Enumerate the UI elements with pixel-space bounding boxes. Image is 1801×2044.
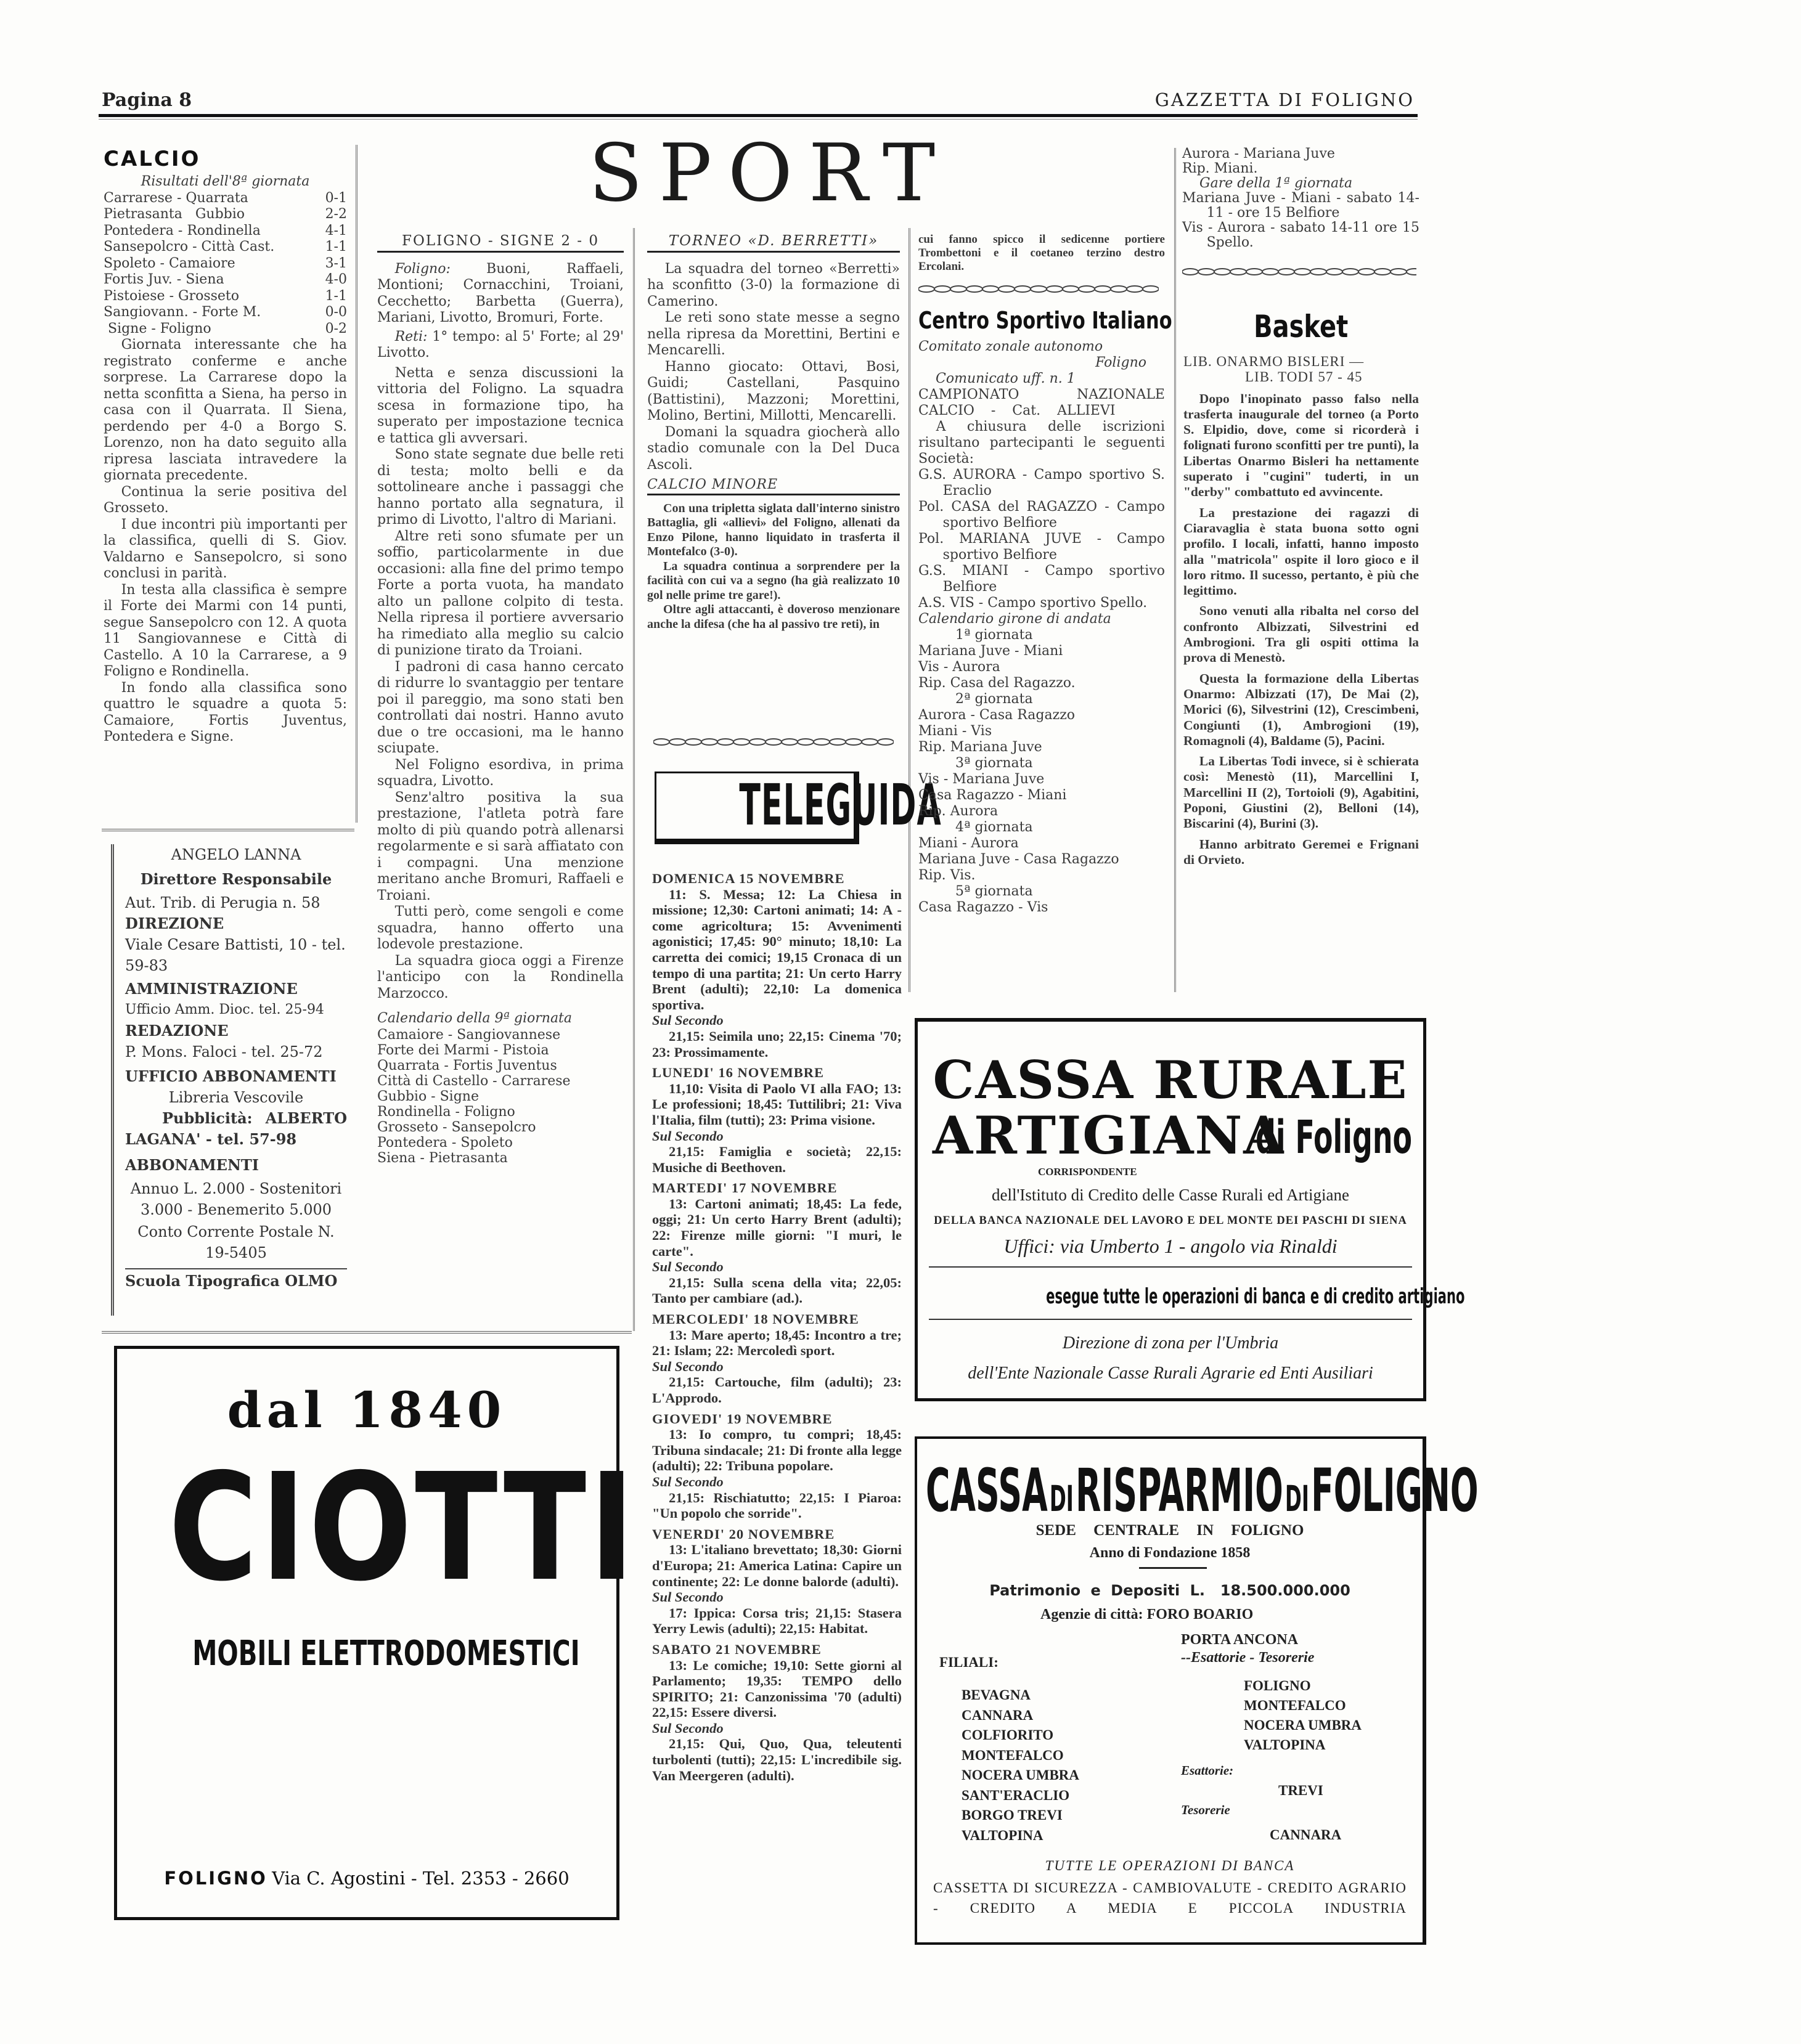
tv-day-heading: VENERDI' 20 NOVEMBRE	[652, 1526, 835, 1542]
ciotti-tagline-wrap	[117, 1634, 616, 1674]
paragraph: La squadra continua a sorprendere per la facilità con cui va a segno (ha già realizzato 10 gol nelle prime tre gare!).	[647, 559, 900, 602]
fondazione: Anno di Fondazione 1858	[1089, 1545, 1251, 1561]
tv-day-heading: GIOVEDI' 19 NOVEMBRE	[652, 1411, 833, 1427]
result-row	[104, 223, 347, 240]
esattoria-tesoreria: NOCERA UMBRA	[1244, 1717, 1362, 1733]
tv-day-programs: 13: L'italiano brevettato; 18,30: Giorni d'Europa; 21: America Latina: Capire un continente; 22: Le donne balorde (adulti).	[652, 1542, 902, 1589]
paragraph: Dopo l'inopinato passo falso nella trasferta inaugurale del torneo (a Porto S. Elpidio, dove, come si ricorderà i folignati furono sconfitti per tre punti), la Libertas Onarmo Bisleri ha nettamente superato i "cugini" tuderti, in un "derby" combattuto ed avvincente.	[1183, 391, 1419, 500]
cassa-rurale-esegue: esegue tutte le operazioni di banca e di credito artigiano	[1046, 1284, 1465, 1309]
masthead-box	[111, 844, 347, 1316]
goals-label: Reti:	[394, 328, 428, 344]
basket-title	[1183, 308, 1419, 345]
society: A.S. VIS - Campo sportivo Spello.	[918, 595, 1148, 611]
esattorie-tesorerie-list	[1244, 1676, 1362, 1755]
title-di: DI	[1284, 1478, 1309, 1520]
fixture: Città di Castello - Carrarese	[377, 1073, 571, 1089]
csi-title	[918, 306, 1172, 335]
result-row	[104, 321, 347, 338]
direzione-address: Viale Cesare Battisti, 10 - tel. 59-83	[125, 936, 346, 974]
header-rule	[99, 114, 1418, 117]
round-match: Rip. Casa del Ragazzo.	[918, 675, 1076, 691]
tv-day-heading: MARTEDI' 17 NOVEMBRE	[652, 1180, 838, 1196]
paragraph: Tutti però, come sengoli e come squadra, hanno offerto una lodevole prestazione.	[377, 904, 624, 952]
tv-second-channel-programs: 21,15: Sulla scena della vita; 22,05: Tanto per cambiare (ad.).	[652, 1274, 902, 1306]
tv-day-heading: DOMENICA 15 NOVEMBRE	[652, 871, 845, 886]
filiale: COLFIORITO	[962, 1727, 1054, 1743]
title-cassa: CASSA	[926, 1456, 1048, 1525]
paragraph: La squadra gioca oggi a Firenze l'anticipo con la Rondinella Marzocco.	[377, 953, 624, 1001]
fixture: Camaiore - Sangiovannese	[377, 1027, 561, 1043]
result-match: Signe - Foligno	[104, 320, 211, 336]
round-match: Mariana Juve - Casa Ragazzo	[918, 852, 1119, 867]
patrimonio-line	[917, 1581, 1423, 1600]
paragraph: Netta e senza discussioni la vittoria del Foligno. La squadra scesa in formazione tipo, ha superato per impostazione tecnica e tattica gli avversari.	[377, 365, 624, 446]
csi-committee: Comitato zonale autonomo	[918, 339, 1103, 354]
column-rule	[1174, 148, 1176, 992]
ufficio-abbonamenti-text: Libreria Vescovile	[168, 1089, 304, 1106]
paragraph: La Libertas Todi invece, si è schierata così: Menestò (11), Marcellini I, Marcellini II (2), Tortoioli (9), Agabitini, Poponi, Giustini (2), Belloni (14), Biscarini (4), Burini (3).	[1183, 754, 1419, 831]
society: Pol. CASA del RAGAZZO - Campo sportivo Belfiore	[918, 499, 1165, 531]
tv-second-channel-label: Sul Secondo	[652, 1473, 724, 1489]
paragraph: Nel Foligno esordiva, in prima squadra, Livotto.	[377, 757, 624, 789]
paragraph: In fondo alla classifica sono quattro le squadre a quota 5: Camaiore, Fortis Juventus, Pontedera e Signe.	[104, 680, 347, 744]
tv-second-channel-programs: 21,15: Cartouche, film (adulti); 23: L'Approdo.	[652, 1374, 902, 1406]
round-matches	[918, 836, 1165, 884]
tv-day	[652, 1311, 902, 1406]
round-matches	[918, 707, 1165, 755]
tv-second-channel-label: Sul Secondo	[652, 1589, 724, 1605]
authorization: Aut. Trib. di Perugia n. 58	[125, 894, 321, 911]
divider	[929, 1266, 1412, 1268]
title-di: DI	[1049, 1478, 1074, 1520]
paragraph: La prestazione dei ragazzi di Ciaravaglia è stata buona sotto ogni profilo. I locali, infatti, hanno imposto alla "matricola" ospite il loro gioco e il loro ritmo. Il sucesso, pertanto, è più che legittimo.	[1183, 505, 1419, 598]
column-rule	[909, 228, 910, 992]
cassa-risparmio-title	[926, 1456, 1801, 1525]
divider	[929, 1319, 1412, 1320]
gara: Vis - Aurora - sabato 14-11 ore 15 Spello.	[1182, 220, 1419, 250]
paragraph: Hanno giocato: Ottavi, Bosi, Guidi; Castellani, Pasquino (Battistini), Mazzoni; Morettini, Molino, Bertini, Millotti, Mencarelli.	[647, 359, 900, 423]
header-rule-thin	[99, 119, 1418, 120]
tv-second-channel-label: Sul Secondo	[652, 1259, 724, 1275]
esattorie: TREVI	[1278, 1783, 1323, 1798]
director-name: ANGELO LANNA	[171, 846, 301, 863]
round-match: Rip. Miani.	[1182, 161, 1258, 176]
match-report	[377, 365, 624, 1003]
calendar-title: Calendario della 9ª giornata	[377, 1011, 573, 1026]
basket-article	[1183, 308, 1419, 873]
round-match: Miani - Aurora	[918, 836, 1019, 851]
csi-title-text: Centro Sportivo Italiano	[918, 307, 1172, 334]
result-score: 4-1	[325, 222, 347, 238]
cassa-rurale-direzione: Direzione di zona per l'Umbria	[1062, 1333, 1279, 1353]
filiale: CANNARA	[962, 1707, 1034, 1723]
paragraph: I due incontri più importanti per la classifica, quelli di S. Giov. Valdarno e Sansepolcro, si sono conclusi in parità.	[104, 516, 347, 581]
filiale: BEVAGNA	[962, 1687, 1031, 1703]
fixture: Grosseto - Sansepolcro	[377, 1119, 536, 1135]
agenzie-line	[1040, 1606, 1253, 1623]
result-match: Pietrasanta Gubbio	[104, 206, 245, 222]
csi-comunicato: Comunicato uff. n. 1	[936, 371, 1076, 386]
paragraph: Sono state segnate due belle reti di testa; molto belli e da sottolineare anche i passaggi che hanno portato alla segnatura, il primo di Livotto, l'altro di Mariani.	[377, 447, 624, 527]
round-match: Rip. Mariana Juve	[918, 739, 1042, 755]
calcio-minore-body	[647, 502, 900, 632]
abbonamenti-text: Annuo L. 2.000 - Sostenitori 3.000 - Benemerito 5.000	[130, 1180, 342, 1218]
result-score: 1-1	[325, 239, 347, 254]
round-match: Miani - Vis	[918, 723, 992, 739]
csi-article	[918, 233, 1172, 916]
tv-second-channel-label: Sul Secondo	[652, 1128, 724, 1144]
tv-second-channel-programs: 21,15: Seimila uno; 22,15: Cinema '70; 23: Prossimamente.	[652, 1028, 902, 1060]
calcio-subtitle: Risultati dell'8ª giornata	[141, 174, 310, 189]
gare-title: Gare della 1ª giornata	[1199, 176, 1353, 191]
ciotti-ad	[114, 1346, 638, 1920]
round	[918, 755, 1165, 820]
paragraph: Questa la formazione della Libertas Onarmo: Albizzati (17), De Mai (2), Morici (6), Silvestrini (12), Crescimbeni, Congiunti (1), Ambrogioni (19), Romagnoli (4), Baldame (5), Pacini.	[1183, 670, 1419, 748]
cassa-rurale-line1: CASSA RURALE	[933, 1049, 1408, 1110]
ciotti-city: FOLIGNO	[164, 1868, 267, 1889]
tv-day-heading: MERCOLEDI' 18 NOVEMBRE	[652, 1311, 859, 1327]
result-score: 0-0	[325, 304, 347, 320]
round-match: Casa Ragazzo - Vis	[918, 900, 1048, 915]
round-match: Aurora - Mariana Juve	[1182, 146, 1335, 161]
esattorie-tesorerie: --Esattorie - Tesorerie	[1181, 1650, 1315, 1666]
cassa-rurale-city-text: di Foligno	[1256, 1111, 1413, 1164]
calcio-minore-continuation: cui fanno spicco il sedicenne portiere Trombettoni e il coetaneo terzino destro Ercolani.	[918, 233, 1165, 273]
result-row	[104, 256, 347, 272]
tv-day-programs: 13: Mare aperto; 18,45: Incontro a tre; 21: Islam; 22: Mercoledì sport.	[652, 1327, 902, 1359]
teleguida-title: TELEGUIDA	[739, 772, 942, 838]
pubblicita: Pubblicità: ALBERTO LAGANA' - tel. 57-98	[125, 1109, 347, 1148]
result-row	[104, 304, 347, 321]
paragraph: Senz'altro positiva la sua prestazione, l'atleta potrà fare molto di più quando potrà allenarsi regolarmente e si sarà affiatato con i compagni. Una menzione meritano anche Bromuri, Raffaeli e Troiani.	[377, 789, 624, 903]
filiale: VALTOPINA	[962, 1827, 1043, 1843]
csi-championship: CAMPIONATO NAZIONALE CALCIO - Cat. ALLIEVI	[918, 387, 1165, 418]
paragraph: Domani la squadra giocherà allo stadio comunale con la Del Duca Ascoli.	[647, 424, 900, 473]
fixtures-list	[377, 1027, 624, 1166]
wavy-divider	[918, 283, 1159, 295]
filiali-list	[962, 1685, 1079, 1846]
column-rule	[356, 145, 357, 823]
tv-second-channel-label: Sul Secondo	[652, 1012, 724, 1028]
calcio-title: CALCIO	[104, 147, 201, 171]
tv-second-channel-programs: 21,15: Qui, Quo, Qua, teleutenti turbolenti (tutti); 22,15: L'incredibile sig. Van Meergeren (adulti).	[652, 1736, 902, 1783]
result-match: Sansepolcro - Città Cast.	[104, 239, 275, 254]
tv-day	[652, 1180, 902, 1306]
filiale: SANT'ERACLIO	[962, 1787, 1070, 1803]
conto-corrente: Conto Corrente Postale N. 19-5405	[137, 1223, 335, 1261]
cassa-rurale-istituto: dell'Istituto di Credito delle Casse Rurali ed Artigiane	[992, 1186, 1349, 1204]
round	[918, 691, 1165, 755]
csi-rounds	[918, 627, 1165, 916]
round-matches	[918, 643, 1165, 691]
tv-day-heading: LUNEDI' 16 NOVEMBRE	[652, 1065, 825, 1081]
berretti-body	[647, 261, 900, 474]
paragraph: Altre reti sono sfumate per un soffio, particolarmente in due occasioni: alla fine del primo tempo Forte a porta vuota, ha mandato alto un pallone colpito di testa. Nella ripresa il portiere avversario ha rimediato alla meglio su calcio di punizione tirato da Troiani.	[377, 528, 624, 658]
column-rule	[633, 228, 635, 1331]
ciotti-logo: CIOTTI	[168, 1441, 638, 1614]
round-match: Mariana Juve - Miani	[918, 643, 1063, 659]
cassa-risparmio-ad	[915, 1436, 1479, 1945]
result-match: Carrarese - Quarrata	[104, 190, 248, 206]
amministrazione-text: Ufficio Amm. Dioc. tel. 25-94	[125, 1002, 324, 1017]
operazioni: TUTTE LE OPERAZIONI DI BANCA	[1045, 1858, 1295, 1873]
fixture: Siena - Pietrasanta	[377, 1150, 508, 1166]
cassa-rurale-line2: ARTIGIANA	[933, 1105, 1285, 1166]
tv-second-channel-label: Sul Secondo	[652, 1720, 724, 1736]
lineup-label: Foligno:	[394, 261, 451, 277]
agenzia: PORTA ANCONA	[1181, 1632, 1299, 1648]
round-match: Rip. Aurora	[918, 804, 999, 819]
berretti-article	[647, 233, 900, 632]
tv-second-channel-label: Sul Secondo	[652, 1358, 724, 1374]
filiale: MONTEFALCO	[962, 1747, 1064, 1763]
result-match: Pistoiese - Grosseto	[104, 288, 240, 304]
cassa-rurale-ad	[915, 1018, 1465, 1401]
patrimonio-label: Patrimonio e Depositi L.	[989, 1582, 1205, 1599]
esattoria-tesoreria: VALTOPINA	[1244, 1737, 1326, 1753]
cassa-rurale-uffici: Uffici: via Umberto 1 - angolo via Rinaldi	[1003, 1235, 1337, 1257]
csi-calendar-title: Calendario girone di andata	[918, 611, 1111, 627]
abbonamenti-label: ABBONAMENTI	[125, 1156, 259, 1174]
cassa-rurale-banca: DELLA BANCA NAZIONALE DEL LAVORO E DEL MONTE DEI PASCHI DI SIENA	[934, 1215, 1407, 1227]
fixture: Quarrata - Fortis Juventus	[377, 1057, 557, 1073]
round-match: Aurora - Casa Ragazzo	[918, 707, 1076, 723]
csi-intro: A chiusura delle iscrizioni risultano partecipanti le seguenti Società:	[918, 419, 1165, 466]
gara: Mariana Juve - Miani - sabato 14-11 - ore 15 Belfiore	[1182, 190, 1419, 221]
esattorie-label: Esattorie:	[1181, 1763, 1234, 1778]
result-row	[104, 239, 347, 256]
round-title: 4ª giornata	[955, 820, 1033, 835]
round-match: Vis - Mariana Juve	[918, 772, 1045, 787]
round	[918, 884, 1165, 916]
society: G.S. MIANI - Campo sportivo Belfiore	[918, 563, 1165, 595]
result-row	[104, 288, 347, 305]
agenzia: FORO BOARIO	[1146, 1606, 1254, 1623]
result-row	[104, 272, 347, 288]
paragraph: Le reti sono state messe a segno nella ripresa da Morettini, Bertini e Mencarelli.	[647, 310, 900, 358]
printer: Scuola Tipografica OLMO	[125, 1268, 347, 1292]
lineup: Buoni, Raffaeli, Montioni; Cornacchini, Troiani, Cecchetto; Barbetta (Guerra), Mariani, Livotto, Bromuri, Forte.	[377, 261, 624, 325]
filiale: BORGO TREVI	[962, 1807, 1063, 1823]
tesorerie-label: Tesorerie	[1181, 1802, 1230, 1817]
round-title: 2ª giornata	[955, 691, 1033, 707]
title-foligno: FOLIGNO	[1311, 1456, 1479, 1525]
fixture: Forte dei Marmi - Pistoia	[377, 1042, 549, 1058]
paragraph: La squadra del torneo «Berretti» ha sconfitto (3-0) la formazione di Camerino.	[647, 261, 900, 309]
newspaper-name: GAZZETTA DI FOLIGNO	[1154, 89, 1415, 110]
paragraph: Sono venuti alla ribalta nel corso del confronto Albizzati, Silvestrini ed Ambrogioni. Tra gli ospiti ottima la prova di Menestò.	[1183, 603, 1419, 666]
paragraph: Oltre agli attaccanti, è doveroso menzionare anche la difesa (che ha al passivo tre reti), in	[647, 603, 900, 631]
section-title: SPORT	[589, 128, 952, 219]
director-title: Direttore Responsabile	[140, 870, 332, 888]
calcio-minore-headline: CALCIO MINORE	[647, 477, 900, 495]
filiale: NOCERA UMBRA	[962, 1767, 1080, 1783]
paragraph: Continua la serie positiva del Grosseto.	[104, 484, 347, 516]
society: Pol. MARIANA JUVE - Campo sportivo Belfiore	[918, 531, 1165, 563]
title-risparmio: RISPARMIO	[1075, 1456, 1283, 1525]
society: G.S. AURORA - Campo sportivo S. Eraclio	[918, 467, 1165, 499]
paragraph: Hanno arbitrato Geremei e Frignani di Orvieto.	[1183, 836, 1419, 867]
esattoria-tesoreria: MONTEFALCO	[1244, 1698, 1346, 1713]
horizontal-rule	[102, 1331, 632, 1333]
tv-day	[652, 1642, 902, 1783]
filiali-label: FILIALI:	[939, 1655, 999, 1670]
tv-second-channel-programs: 21,15: Rischiatutto; 22,15: I Piaroa: "Un popolo che sorride".	[652, 1489, 902, 1521]
result-row	[104, 190, 347, 207]
agenzie-label: Agenzie di città:	[1040, 1606, 1143, 1623]
csi-continued	[1182, 147, 1419, 302]
ciotti-address-line	[117, 1868, 616, 1889]
cassa-rurale-city	[1256, 1112, 1508, 1163]
result-score: 0-2	[325, 320, 347, 336]
foligno-signe-article	[377, 233, 624, 1166]
ciotti-since: dal 1840	[227, 1381, 507, 1439]
result-match: Fortis Juv. - Siena	[104, 272, 224, 287]
servizi: CASSETTA DI SICUREZZA - CAMBIOVALUTE - CREDITO AGRARIO - CREDITO A MEDIA E PICCOLA INDUSTRIA	[933, 1880, 1407, 1916]
basket-headline: LIB. ONARMO BISLERI —	[1183, 354, 1365, 369]
ciotti-brand	[117, 1441, 638, 1614]
csi-societies	[918, 467, 1165, 611]
fixture: Rondinella - Foligno	[377, 1104, 515, 1120]
tv-day-programs: 11: S. Messa; 12: La Chiesa in missione; 12,30: Cartoni animati; 14: A - come agricoltura; 15: Avvenimenti agonistici; 17,45: 90° minuto; 18,10: La carretta dei comici; 19,15 Cronaca di un tempo di una partita; 21: Un certo Harry Brent (adulti); 22,10: La domenica sportiva.	[652, 886, 902, 1012]
paragraph: I padroni di casa hanno cercato di ridurre lo svantaggio per tentare poi il pareggio, ma sono stati ben controllati dai nostri. Hanno avuto due o tre occasioni, ma le hanno sciupate.	[377, 659, 624, 756]
match-headline: FOLIGNO - SIGNE 2 - 0	[377, 233, 624, 253]
page-number: Pagina 8	[102, 89, 192, 111]
round-match: Vis - Aurora	[918, 659, 1000, 675]
result-score: 4-0	[325, 272, 347, 287]
redazione-text: P. Mons. Faloci - tel. 25-72	[125, 1043, 323, 1061]
result-match: Spoleto - Camaiore	[104, 255, 235, 271]
round5-continued	[1182, 147, 1419, 176]
result-score: 0-1	[325, 190, 347, 206]
round-match: Rip. Vis.	[918, 868, 976, 883]
ciotti-address: Via C. Agostini - Tel. 2353 - 2660	[272, 1868, 570, 1889]
fixture: Gubbio - Signe	[377, 1088, 479, 1104]
tv-day	[652, 1411, 902, 1521]
basket-title-text: Basket	[1254, 309, 1349, 344]
cassa-rurale-corr: CORRISPONDENTE	[1038, 1166, 1137, 1178]
cassa-rurale-esegue-wrap	[918, 1284, 1465, 1309]
amministrazione-label: AMMINISTRAZIONE	[125, 980, 298, 998]
round-match: Casa Ragazzo - Miani	[918, 788, 1067, 803]
paragraph: Giornata interessante che ha registrato conferme e anche sorprese. La Carrarese dopo la netta sconfitta a Siena, ha perso in casa con il Quarrata. Il Siena, perdendo per 4-0 a Borgo S. Lorenzo, non ha dato seguito alla ripresa lasciata intravedere la giornata precedente.	[104, 337, 347, 483]
tv-day-programs: 13: Le comiche; 19,10: Sette giorni al Parlamento; 19,35: TEMPO dello SPIRITO; 21: Canzonissima '70 (adulti) 22,15: Essere diversi.	[652, 1657, 902, 1720]
round-title: 1ª giornata	[955, 627, 1033, 643]
paragraph: Con una tripletta siglata dall'interno sinistro Battaglia, gli «allievi» del Foligno, allenati da Enzo Pilone, hanno liquidato in trasferta il Montefalco (3-0).	[647, 501, 900, 558]
calcio-article	[104, 147, 347, 746]
tesorerie: CANNARA	[1270, 1827, 1342, 1842]
basket-body	[1183, 391, 1419, 868]
cassa-rurale-ente: dell'Ente Nazionale Casse Rurali Agrarie ed Enti Ausiliari	[968, 1364, 1373, 1383]
tv-day-programs: 13: Cartoni animati; 18,45: La fede, oggi; 21: Un certo Harry Brent (adulti); 22: Firenze mille giorni: "I muri, le carte".	[652, 1195, 902, 1259]
basket-score: LIB. TODI 57 - 45	[1245, 369, 1363, 385]
redazione-label: REDAZIONE	[125, 1022, 229, 1040]
round	[918, 627, 1165, 691]
result-row	[104, 206, 347, 223]
round	[918, 820, 1165, 884]
wavy-divider	[653, 736, 894, 747]
gare-list	[1182, 191, 1419, 250]
short-rule	[1139, 1567, 1207, 1569]
berretti-headline: TORNEO «D. BERRETTI»	[647, 233, 900, 253]
results-table	[104, 190, 347, 338]
ufficio-abbonamenti-label: UFFICIO ABBONAMENTI	[125, 1067, 337, 1085]
tv-day-programs: 11,10: Visita di Paolo VI alla FAO; 13: Le professioni; 18,45: Tuttilibri; 21: Viva l'Italia, film (tutti); 23: Prima visione.	[652, 1080, 902, 1128]
result-match: Sangiovann. - Forte M.	[104, 304, 261, 320]
result-score: 1-1	[325, 288, 347, 304]
round-matches	[918, 772, 1165, 820]
result-score: 2-2	[325, 206, 347, 222]
wavy-divider	[1182, 266, 1416, 277]
ciotti-tagline: MOBILI ELETTRODOMESTICI	[192, 1634, 580, 1674]
tv-day-programs: 13: Io compro, tu compri; 18,45: Tribuna sindacale; 21: Di fronte alla legge (adulti); 22: Tribuna popolare.	[652, 1427, 902, 1474]
patrimonio-value: 18.500.000.000	[1220, 1582, 1350, 1599]
round-title: 3ª giornata	[955, 755, 1033, 771]
tv-day	[652, 1065, 902, 1175]
goals: 1° tempo: al 5' Forte; al 29' Livotto.	[377, 328, 624, 360]
teleguida-logo-box	[655, 772, 942, 844]
round-title: 5ª giornata	[955, 884, 1033, 899]
fixture: Pontedera - Spoleto	[377, 1134, 513, 1150]
calcio-body	[104, 337, 347, 746]
tv-guide	[652, 866, 902, 1783]
horizontal-rule	[102, 829, 354, 831]
result-match: Pontedera - Rondinella	[104, 222, 261, 238]
tv-day-heading: SABATO 21 NOVEMBRE	[652, 1641, 822, 1657]
csi-city: Foligno	[1095, 355, 1146, 370]
sede: SEDE CENTRALE IN FOLIGNO	[1035, 1522, 1304, 1539]
tv-second-channel-programs: 21,15: Famiglia e società; 22,15: Musiche di Beethoven.	[652, 1144, 902, 1175]
tv-day	[652, 871, 902, 1060]
tv-second-channel-programs: 17: Ippica: Corsa tris; 21,15: Stasera Yerry Lewis (adulti); 22,15: Habitat.	[652, 1605, 902, 1637]
result-score: 3-1	[325, 255, 347, 271]
round-matches	[918, 900, 1165, 916]
direzione-label: DIREZIONE	[125, 914, 224, 932]
paragraph: In testa alla classifica è sempre il Forte dei Marmi con 14 punti, segue Sansepolcro con 12. A quota 11 Sangiovannese e Città di Castello. A 10 la Carrarese, a 9 Foligno e Rondinella.	[104, 582, 347, 679]
tv-day	[652, 1526, 902, 1637]
esattoria-tesoreria: FOLIGNO	[1244, 1678, 1311, 1693]
